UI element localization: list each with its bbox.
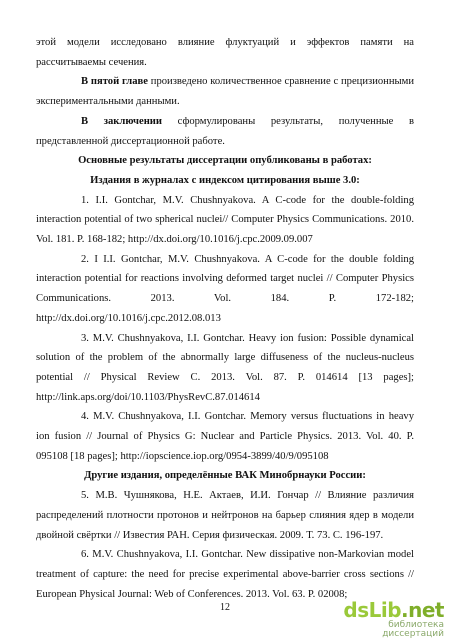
page-body [36, 33, 414, 604]
fifth-chapter-text: произведено количественное сравнение с прецизионными экспериментальными данными. [36, 76, 414, 108]
reference-5: 5. М.В. Чушнякова, Н.Е. Актаев, И.И. Гончар // Влияние различия распределений плотности протонов и нейтронов на барьер слияния ядер в модели двойной свёртки // Известия РАН. Серия физическая. 2009. Т. 73. С. 196-197. [36, 490, 414, 541]
heading-vak-text: Другие издания, определённые ВАК Минобрнауки России: [84, 470, 366, 482]
dslib-logo-domain: .net [401, 598, 444, 622]
conclusion-word: в [408, 115, 414, 127]
paragraph-conclusion-line2: представленной диссертационной работе. [36, 135, 225, 147]
reference-6: 6. M.V. Chushnyakova, I.I. Gontchar. New dissipative non-Markovian model treatment of capture: the need for precise experimental above-barrier cross sections // European Physical Journal: Web of Conferences. 2013. Vol. 63. P. 02008; [36, 549, 414, 600]
paragraph-intro-end: этой модели исследовано влияние флуктуаций и эффектов памяти на рассчитываемы сечения. [36, 37, 414, 68]
dslib-tagline: библиотека диссертаций [382, 620, 444, 639]
paragraph-conclusion-line1 [36, 112, 414, 132]
fifth-chapter-label: В пятой главе [81, 76, 148, 88]
page-number: 12 [220, 602, 230, 613]
conclusion-label: заключении [103, 115, 162, 127]
conclusion-word: В [81, 115, 89, 127]
conclusion-word: полученные [338, 115, 394, 127]
dslib-logo [342, 600, 444, 620]
heading-journals [36, 171, 414, 191]
conclusion-word: результаты, [270, 115, 324, 127]
reference-4: 4. M.V. Chushnyakova, I.I. Gontchar. Memory versus fluctuations in heavy ion fusion // Journal of Physics G: Nuclear and Particle Physics. 2013. Vol. 40. P. 095108 [18 pages]; http://iopscience.iop.org/0954-3899/40/9/095108 [36, 411, 414, 462]
heading-journals-text: Издания в журналах с индексом цитирования выше 3.0: [90, 174, 360, 186]
reference-2: 2. I I.I. Gontchar, M.V. Chushnyakova. A C-code for the double folding interaction potential for reactions involving deformed target nuclei // Computer Physics Communications. 2013. Vol. 184. P. 172-182; http://dx.doi.org/10.1016/j.cpc.2012.08.013 [36, 253, 414, 324]
heading-main-results-text: Основные результаты диссертации опубликованы в работах: [78, 155, 372, 167]
reference-1: 1. I.I. Gontchar, M.V. Chushnyakova. A C-code for the double-folding interaction potential of two spherical nuclei// Computer Physics Communications. 2010. Vol. 181. P. 168-182; http://dx.doi.org/10.1016/j.cpc.2009.09.007 [36, 194, 414, 246]
dslib-watermark [342, 598, 444, 639]
paragraph-fifth-chapter [36, 72, 414, 111]
conclusion-word: сформулированы [177, 115, 256, 127]
heading-main-results [36, 151, 414, 171]
reference-3: 3. M.V. Chushnyakova, I.I. Gontchar. Heavy ion fusion: Possible dynamical solution of the problem of the abnormally large diffuseness of the nucleus-nucleus potential // Physical Review C. 2013. Vol. 87. P. 014614 [13 pages]; http://link.aps.org/doi/10.1103/PhysRevC.87.014614 [36, 332, 414, 403]
heading-vak [36, 466, 414, 486]
dslib-logo-name: dsLib [343, 598, 402, 622]
